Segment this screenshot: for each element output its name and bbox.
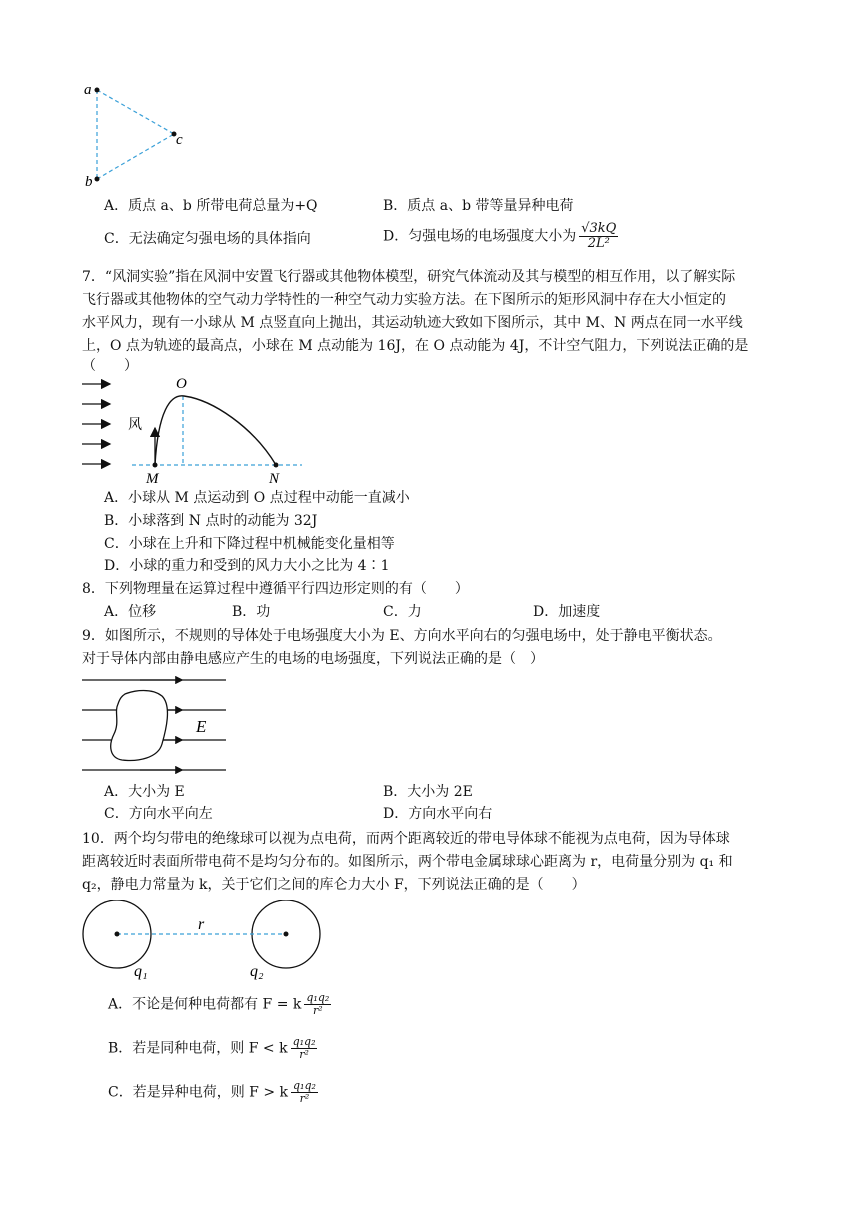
q7-line-2: 飞行器或其他物体的空气动力学特性的一种空气动力实验方法。在下图所示的矩形风洞中存在大小恒定的 [82,292,726,308]
q10-option-a: A．不论是何种电荷都有 F = k $\frac{\text{q₁q₂}}{\text{r²}}$ [108,991,330,1017]
q6-d-numerator: √3kQ [581,221,617,236]
charge-q1-label: q₁ [134,963,148,980]
q9-line-2: 对于导体内部由静电感应产生的电场的电场强度，下列说法正确的是（ ） [82,651,544,667]
wind-tunnel-figure [78,372,308,488]
q8-option-c: C．力 [383,604,422,620]
wind-label: 风 [128,418,142,433]
q6-option-a: A．质点 a、b 所带电荷总量为+Q [104,198,318,214]
point-b-label: b [85,174,93,190]
conductor-field-figure [80,672,230,778]
q6-option-c: C．无法确定匀强电场的具体指向 [104,231,311,247]
q10-option-b: B．若是同种电荷，则 F < k $\frac{\text{q₁q₂}}{\text{r²}}$ [108,1035,316,1061]
q7-option-d: D．小球的重力和受到的风力大小之比为 4∶1 [104,558,390,574]
point-a-label: a [84,82,92,98]
point-c-label: c [176,132,183,148]
q8-option-b: B．功 [232,604,271,620]
q10-line-2: 距离较近时表面所带电荷不是均匀分布的。如图所示，两个带电金属球球心距离为 r，电荷量分别为 q₁ 和 [82,854,733,870]
q9-line-1: 9．如图所示，不规则的导体处于电场强度大小为 E、方向水平向右的匀强电场中，处于静电平衡状态。 [82,628,722,644]
point-o-label: O [176,376,187,392]
triangle-figure [80,80,190,190]
q7-option-c: C．小球在上升和下降过程中机械能变化量相等 [104,536,395,552]
q10-line-1: 10．两个均匀带电的绝缘球可以视为点电荷，而两个距离较近的带电导体球不能视为点电荷，因为导体球 [82,831,730,847]
q9-option-a: A．大小为 E [104,784,185,800]
q7-line-3: 水平风力，现有一小球从 M 点竖直向上抛出，其运动轨迹大致如下图所示，其中 M、N 两点在同一水平线 [82,315,743,331]
q7-line-1: 7．“风洞实验”指在风洞中安置飞行器或其他物体模型，研究气体流动及其与模型的相互作用，以了解实际 [82,269,736,285]
distance-r-label: r [198,916,205,933]
q9-option-c: C．方向水平向左 [104,806,213,822]
q7-line-4: 上，O 点为轨迹的最高点，小球在 M 点动能为 16J，在 O 点动能为 4J，不计空气阻力，下列说法正确的是 [82,338,749,354]
point-n-label: N [269,471,280,487]
q8-stem: 8．下列物理量在运算过程中遵循平行四边形定则的有（ ） [82,581,469,597]
q10-line-3: q₂，静电力常量为 k，关于它们之间的库仑力大小 F，下列说法正确的是（ ） [82,877,586,893]
q6-option-d: D．匀强电场的电场强度大小为 $\frac{√3kQ}{\text{2L²}}$ [383,221,617,251]
point-m-label: M [146,471,159,487]
q8-option-d: D．加速度 [533,604,601,620]
q8-option-a: A．位移 [104,604,157,620]
q9-option-d: D．方向水平向右 [383,806,493,822]
q6-option-b: B．质点 a、b 带等量异种电荷 [383,198,574,214]
two-spheres-figure [80,900,325,980]
charge-q2-label: q₂ [250,963,264,980]
field-e-label: E [196,717,207,736]
q7-option-b: B．小球落到 N 点时的动能为 32J [104,513,318,529]
q9-option-b: B．大小为 2E [383,784,473,800]
q10-option-c: C．若是异种电荷，则 F > k $\frac{\text{q₁q₂}}{\text{r²}}$ [108,1079,316,1105]
q6-d-denominator: 2L² [587,236,610,251]
q7-line-5: （ ） [82,358,138,374]
q7-option-a: A．小球从 M 点运动到 O 点过程中动能一直减小 [104,490,410,506]
